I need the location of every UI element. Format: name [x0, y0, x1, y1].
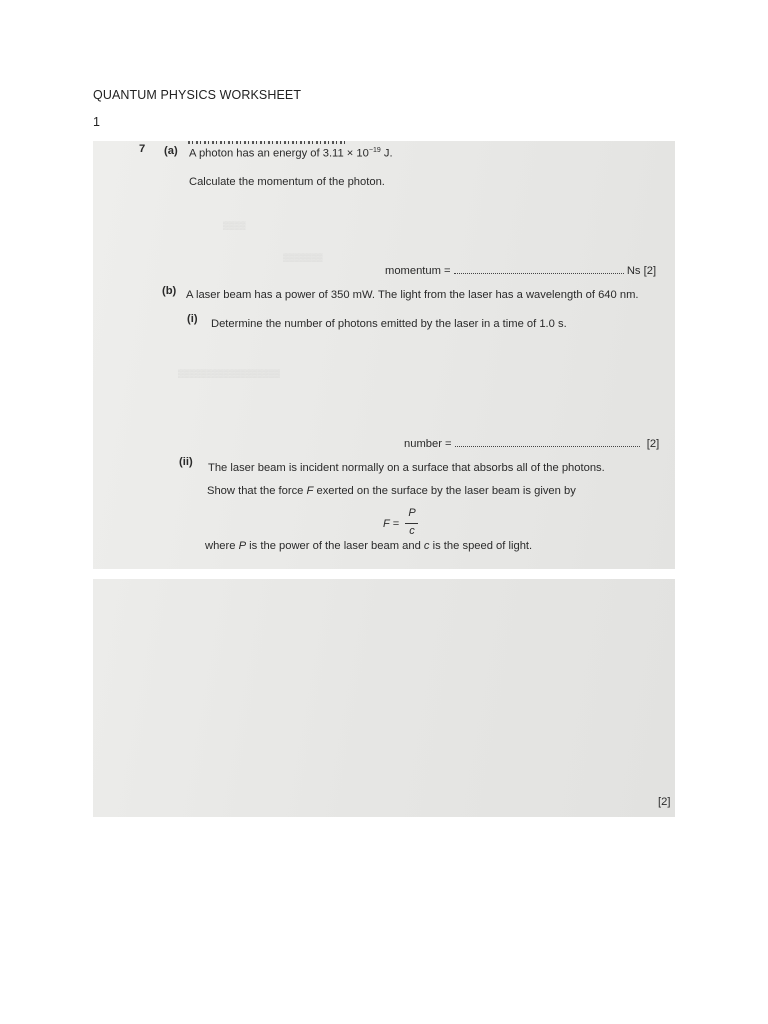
- part-a-label: (a): [164, 145, 178, 157]
- fraction-bar: [405, 523, 418, 524]
- formula-lhs: F =: [383, 518, 400, 530]
- faded-background-marks: ▒▒▒▒▒▒▒: [283, 253, 323, 262]
- part-b-label: (b): [162, 285, 177, 297]
- part-b-ii-instruction: Show that the force F exerted on the surface by the laser beam is given by: [207, 485, 576, 497]
- worksheet-title: QUANTUM PHYSICS WORKSHEET: [93, 88, 302, 102]
- part-b-ii-text: The laser beam is incident normally on a surface that absorbs all of the photons.: [208, 462, 605, 474]
- scan-image-part-2: [93, 579, 675, 817]
- faded-background-marks: ▒▒▒▒: [223, 221, 246, 230]
- number-answer-row: number = [2]: [404, 438, 660, 450]
- number-answer-line[interactable]: [455, 438, 640, 447]
- momentum-answer-row: momentum = Ns [2]: [385, 265, 657, 277]
- part-a-instruction: Calculate the momentum of the photon.: [189, 176, 385, 188]
- part-a-text: A photon has an energy of $3.11 \times 10^{-19}$ J.: [189, 147, 393, 160]
- scan-image-part-1: [93, 141, 675, 569]
- part-b-text: A laser beam has a power of 350 mW. The light from the laser has a wavelength of 640 nm.: [186, 289, 639, 301]
- momentum-answer-line[interactable]: [454, 265, 624, 274]
- formula-numerator: P: [408, 507, 416, 519]
- part-b-i-marks: [2]: [646, 438, 660, 450]
- part-b-ii-where: where P is the power of the laser beam and c is the speed of light.: [205, 540, 533, 552]
- faded-background-marks: ▒▒▒▒▒▒▒▒▒▒▒▒▒▒▒▒▒▒: [178, 369, 281, 378]
- part-b-i-text: Determine the number of photons emitted by the laser in a time of 1.0 s.: [211, 318, 567, 330]
- part-a-marks: [2]: [643, 265, 657, 277]
- formula-denominator: c: [409, 525, 415, 537]
- part-b-i-label: (i): [187, 313, 198, 325]
- question-index: 1: [93, 115, 100, 129]
- part-b-ii-marks: [2]: [658, 796, 671, 808]
- question-number: 7: [139, 143, 146, 155]
- part-b-ii-label: (ii): [179, 456, 193, 468]
- barcode-strip: [188, 141, 348, 144]
